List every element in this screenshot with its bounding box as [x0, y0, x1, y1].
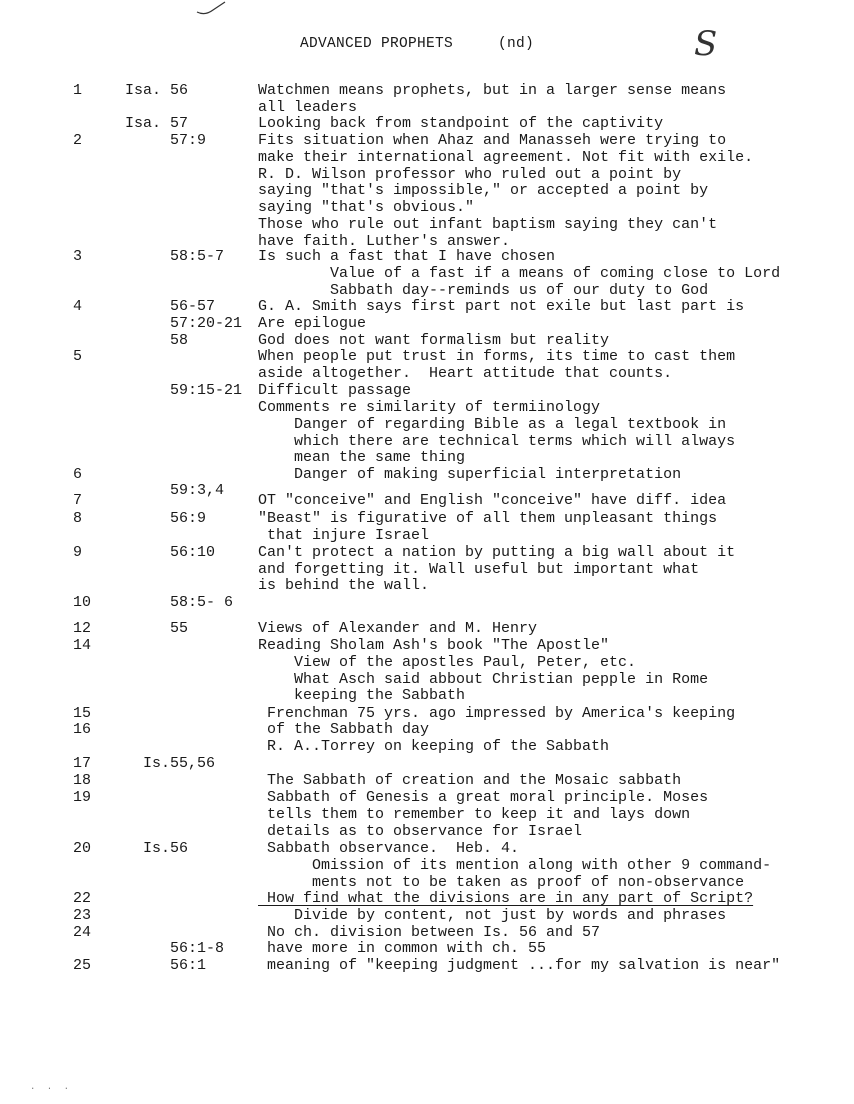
- scripture-reference: 59:15-21: [125, 382, 243, 399]
- line-number: 6: [73, 466, 83, 483]
- note-text: meaning of "keeping judgment ...for my salvation is near": [258, 957, 781, 974]
- note-text: R. D. Wilson professor who ruled out a point by: [258, 166, 682, 183]
- note-text: The Sabbath of creation and the Mosaic sabbath: [258, 772, 682, 789]
- note-text: Views of Alexander and M. Henry: [258, 620, 538, 637]
- note-text: When people put trust in forms, its time to cast them: [258, 348, 736, 365]
- note-text: have more in common with ch. 55: [258, 940, 547, 957]
- scripture-reference: 56:1-8: [125, 940, 225, 957]
- note-text: ments not to be taken as proof of non-observance: [258, 874, 745, 891]
- note-text: Divide by content, not just by words and phrases: [258, 907, 727, 924]
- line-number: 24: [73, 924, 92, 941]
- line-number: 12: [73, 620, 92, 637]
- note-text: Comments re similarity of termiinology: [258, 399, 601, 416]
- line-number: 8: [73, 510, 83, 527]
- scripture-reference: Is.56: [125, 840, 189, 857]
- note-text: have faith. Luther's answer.: [258, 233, 511, 250]
- scripture-reference: 56:9: [125, 510, 207, 527]
- note-text: Fits situation when Ahaz and Manasseh were trying to: [258, 132, 727, 149]
- note-text: Sabbath of Genesis a great moral principle. Moses: [258, 789, 709, 806]
- line-number: 2: [73, 132, 83, 149]
- note-text: Value of a fast if a means of coming close to Lord: [258, 265, 781, 282]
- scripture-reference: 58: [125, 332, 189, 349]
- note-text: all leaders: [258, 99, 358, 116]
- note-text: Danger of regarding Bible as a legal textbook in: [258, 416, 727, 433]
- scripture-reference: 55: [125, 620, 189, 637]
- note-text: Danger of making superficial interpretation: [258, 466, 682, 483]
- note-text: View of the apostles Paul, Peter, etc.: [258, 654, 637, 671]
- line-number: 16: [73, 721, 92, 738]
- handwritten-page-mark: S: [694, 24, 718, 64]
- note-text: No ch. division between Is. 56 and 57: [258, 924, 601, 941]
- scripture-reference: 56:1: [125, 957, 207, 974]
- scripture-reference: Isa. 56: [125, 82, 189, 99]
- note-text: God does not want formalism but reality: [258, 332, 610, 349]
- note-text: keeping the Sabbath: [258, 687, 466, 704]
- top-pen-mark-icon: [195, 0, 229, 18]
- scripture-reference: 57:20-21: [125, 315, 243, 332]
- note-text: Watchmen means prophets, but in a larger sense means: [258, 82, 727, 99]
- note-text: Those who rule out infant baptism saying they can't: [258, 216, 718, 233]
- scripture-reference: 58:5-7: [125, 248, 225, 265]
- line-number: 9: [73, 544, 83, 561]
- line-number: 23: [73, 907, 92, 924]
- note-text: "Beast" is figurative of all them unpleasant things: [258, 510, 718, 527]
- note-text: Difficult passage: [258, 382, 412, 399]
- note-text: which there are technical terms which will always: [258, 433, 736, 450]
- note-text: Omission of its mention along with other 9 command-: [258, 857, 772, 874]
- note-text: Sabbath day--reminds us of our duty to God: [258, 282, 709, 299]
- note-text: is behind the wall.: [258, 577, 430, 594]
- note-text: G. A. Smith says first part not exile but last part is: [258, 298, 745, 315]
- line-number: 7: [73, 492, 83, 509]
- note-text: and forgetting it. Wall useful but important what: [258, 561, 700, 578]
- note-text: details as to observance for Israel: [258, 823, 583, 840]
- line-number: 14: [73, 637, 92, 654]
- line-number: 3: [73, 248, 83, 265]
- note-text: tells them to remember to keep it and lays down: [258, 806, 691, 823]
- note-text: What Asch said abbout Christian pepple in Rome: [258, 671, 709, 688]
- note-text: Are epilogue: [258, 315, 367, 332]
- line-number: 25: [73, 957, 92, 974]
- margin-dots: . . .: [30, 1082, 73, 1092]
- note-text: OT "conceive" and English "conceive" have diff. idea: [258, 492, 727, 509]
- scripture-reference: 59:3,4: [125, 482, 225, 499]
- note-text: Reading Sholam Ash's book "The Apostle": [258, 637, 610, 654]
- line-number: 20: [73, 840, 92, 857]
- line-number: 19: [73, 789, 92, 806]
- note-text: mean the same thing: [258, 449, 466, 466]
- line-number: 15: [73, 705, 92, 722]
- note-text: that injure Israel: [258, 527, 430, 544]
- line-number: 4: [73, 298, 83, 315]
- note-text: Frenchman 75 yrs. ago impressed by America's keeping: [258, 705, 736, 722]
- note-text: Is such a fast that I have chosen: [258, 248, 556, 265]
- scripture-reference: 58:5- 6: [125, 594, 234, 611]
- note-text: make their international agreement. Not fit with exile.: [258, 149, 754, 166]
- note-text: saying "that's obvious.": [258, 199, 475, 216]
- scripture-reference: 56:10: [125, 544, 216, 561]
- scripture-reference: 56-57: [125, 298, 216, 315]
- note-text: Can't protect a nation by putting a big wall about it: [258, 544, 736, 561]
- note-text: How find what the divisions are in any part of Script?: [258, 890, 754, 907]
- note-text: Sabbath observance. Heb. 4.: [258, 840, 520, 857]
- line-number: 10: [73, 594, 92, 611]
- line-number: 1: [73, 82, 83, 99]
- scripture-reference: Isa. 57: [125, 115, 189, 132]
- note-text: saying "that's impossible," or accepted a point by: [258, 182, 709, 199]
- scripture-reference: 57:9: [125, 132, 207, 149]
- note-text: Looking back from standpoint of the captivity: [258, 115, 664, 132]
- line-number: 22: [73, 890, 92, 907]
- note-text: R. A..Torrey on keeping of the Sabbath: [258, 738, 610, 755]
- note-text: aside altogether. Heart attitude that counts.: [258, 365, 673, 382]
- line-number: 18: [73, 772, 92, 789]
- note-text: of the Sabbath day: [258, 721, 430, 738]
- scripture-reference: Is.55,56: [125, 755, 216, 772]
- page-title: ADVANCED PROPHETS (nd): [300, 36, 535, 52]
- line-number: 5: [73, 348, 83, 365]
- line-number: 17: [73, 755, 92, 772]
